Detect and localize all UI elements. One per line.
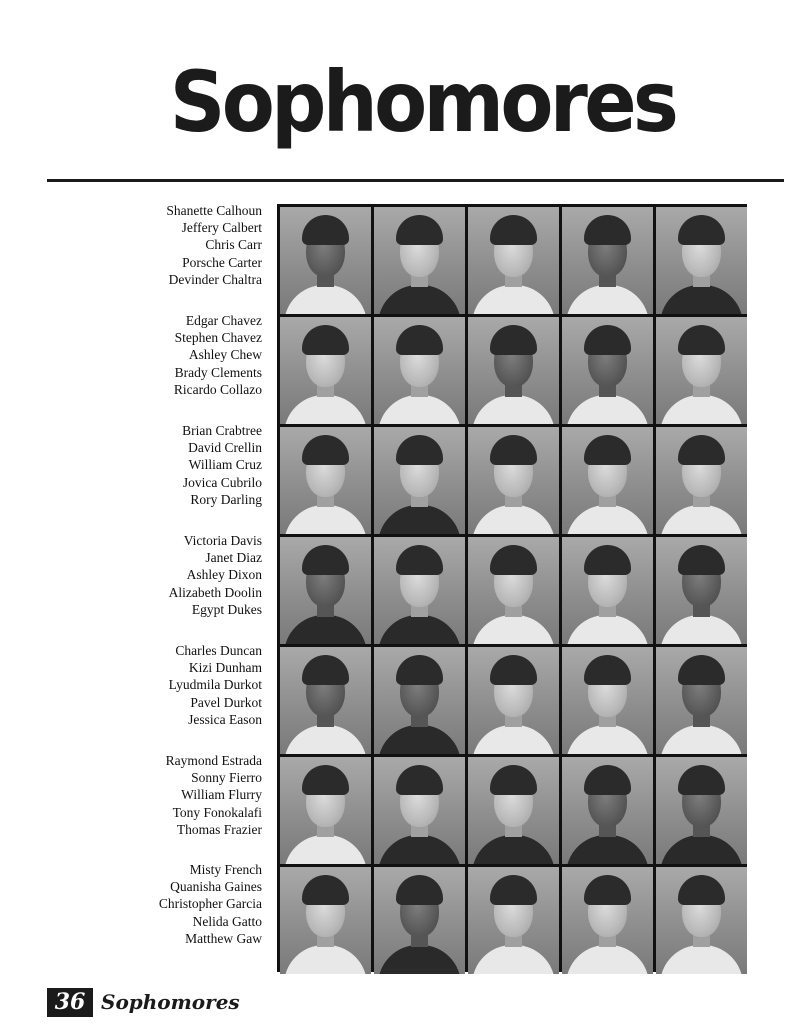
student-name: Jovica Cubrilo: [182, 474, 262, 490]
name-group: [100, 422, 262, 508]
student-portrait: [656, 867, 747, 974]
student-portrait: [562, 647, 653, 754]
portrait-hair: [678, 215, 725, 245]
portrait-shoulders: [566, 505, 649, 534]
portrait-shoulders: [566, 285, 649, 314]
student-portrait: [280, 207, 371, 314]
portrait-shoulders: [566, 725, 649, 754]
student-name: Matthew Gaw: [185, 930, 262, 946]
portrait-shoulders: [660, 945, 743, 974]
portrait-hair: [302, 875, 349, 905]
student-portrait: [374, 317, 465, 424]
student-portrait: [468, 207, 559, 314]
portrait-hair: [490, 875, 537, 905]
portrait-shoulders: [472, 505, 555, 534]
portrait-hair: [678, 325, 725, 355]
student-name: Shanette Calhoun: [166, 203, 262, 218]
student-portrait: [374, 647, 465, 754]
portrait-shoulders: [660, 615, 743, 644]
student-name: David Crellin: [188, 440, 262, 456]
name-group: [100, 861, 262, 947]
portrait-shoulders: [660, 725, 743, 754]
student-portrait: [562, 867, 653, 974]
student-portrait: [656, 537, 747, 644]
portrait-shoulders: [660, 835, 743, 864]
portrait-hair: [396, 655, 443, 685]
student-name: Jeffery Calbert: [181, 220, 262, 236]
student-portrait: [280, 757, 371, 864]
portrait-hair: [678, 435, 725, 465]
portrait-hair: [584, 545, 631, 575]
student-portrait: [374, 427, 465, 534]
portrait-shoulders: [378, 395, 461, 424]
portrait-hair: [490, 545, 537, 575]
portrait-hair: [678, 765, 725, 795]
portrait-hair: [302, 325, 349, 355]
portrait-grid: [277, 204, 747, 972]
portrait-hair: [490, 765, 537, 795]
portrait-shoulders: [566, 615, 649, 644]
portrait-hair: [396, 545, 443, 575]
portrait-hair: [396, 765, 443, 795]
student-portrait: [468, 867, 559, 974]
portrait-shoulders: [566, 395, 649, 424]
student-portrait: [468, 317, 559, 424]
portrait-hair: [584, 325, 631, 355]
footer-section-label: Sophomores: [101, 990, 240, 1014]
student-name: Egypt Dukes: [191, 601, 262, 617]
student-portrait: [280, 427, 371, 534]
student-name: William Cruz: [188, 457, 262, 473]
portrait-hair: [302, 765, 349, 795]
title-rule: [47, 179, 784, 182]
student-portrait: [562, 427, 653, 534]
portrait-hair: [396, 215, 443, 245]
student-name: Brady Clements: [174, 364, 262, 380]
student-name: Alizabeth Doolin: [168, 584, 262, 600]
portrait-shoulders: [284, 615, 367, 644]
student-portrait: [468, 537, 559, 644]
portrait-shoulders: [660, 395, 743, 424]
portrait-hair: [396, 875, 443, 905]
student-portrait: [656, 647, 747, 754]
portrait-hair: [490, 655, 537, 685]
student-portrait: [562, 207, 653, 314]
student-name: Charles Duncan: [175, 643, 262, 658]
portrait-hair: [490, 215, 537, 245]
student-name: Edgar Chavez: [185, 313, 262, 328]
portrait-hair: [678, 875, 725, 905]
portrait-shoulders: [472, 945, 555, 974]
portrait-shoulders: [284, 395, 367, 424]
student-name: Stephen Chavez: [174, 330, 262, 346]
portrait-hair: [678, 545, 725, 575]
portrait-shoulders: [472, 835, 555, 864]
name-group: [100, 532, 262, 618]
student-name: Brian Crabtree: [182, 423, 262, 438]
student-portrait: [280, 867, 371, 974]
portrait-shoulders: [378, 285, 461, 314]
portrait-shoulders: [378, 725, 461, 754]
portrait-shoulders: [378, 835, 461, 864]
student-portrait: [374, 867, 465, 974]
student-name: Thomas Frazier: [176, 821, 262, 837]
portrait-hair: [302, 545, 349, 575]
student-name: Devinder Chaltra: [168, 271, 262, 287]
portrait-shoulders: [472, 285, 555, 314]
student-portrait: [468, 427, 559, 534]
portrait-shoulders: [660, 285, 743, 314]
portrait-shoulders: [284, 945, 367, 974]
student-portrait: [374, 757, 465, 864]
portrait-hair: [396, 325, 443, 355]
portrait-shoulders: [472, 725, 555, 754]
portrait-shoulders: [284, 285, 367, 314]
student-name: Porsche Carter: [182, 254, 262, 270]
student-name: Quanisha Gaines: [170, 879, 262, 895]
portrait-hair: [584, 875, 631, 905]
portrait-shoulders: [378, 505, 461, 534]
student-portrait: [468, 647, 559, 754]
student-name: Victoria Davis: [183, 533, 262, 548]
student-name: Misty French: [189, 862, 262, 877]
student-name: Kizi Dunham: [188, 660, 262, 676]
portrait-hair: [302, 655, 349, 685]
portrait-hair: [302, 215, 349, 245]
student-name: Lyudmila Durkot: [168, 677, 262, 693]
portrait-shoulders: [284, 725, 367, 754]
portrait-hair: [678, 655, 725, 685]
student-portrait: [374, 207, 465, 314]
student-portrait: [562, 757, 653, 864]
student-name: Chris Carr: [205, 237, 262, 253]
student-portrait: [374, 537, 465, 644]
page-title: Sophomores: [169, 53, 676, 151]
portrait-hair: [490, 435, 537, 465]
name-group: [100, 642, 262, 728]
student-name: Ashley Dixon: [186, 567, 262, 583]
portrait-shoulders: [284, 835, 367, 864]
student-portrait: [656, 427, 747, 534]
student-name: Pavel Durkot: [190, 694, 262, 710]
student-portrait: [468, 757, 559, 864]
portrait-hair: [584, 655, 631, 685]
student-name: Rory Darling: [190, 491, 262, 507]
footer-page-number: 36: [47, 988, 93, 1017]
portrait-shoulders: [660, 505, 743, 534]
portrait-shoulders: [472, 395, 555, 424]
portrait-hair: [584, 765, 631, 795]
student-portrait: [280, 647, 371, 754]
portrait-shoulders: [378, 945, 461, 974]
portrait-hair: [396, 435, 443, 465]
student-name: Raymond Estrada: [165, 753, 262, 768]
portrait-shoulders: [284, 505, 367, 534]
student-portrait: [562, 317, 653, 424]
student-name: Ashley Chew: [188, 347, 262, 363]
student-portrait: [280, 537, 371, 644]
student-name: Jessica Eason: [188, 711, 262, 727]
portrait-hair: [584, 435, 631, 465]
portrait-shoulders: [378, 615, 461, 644]
name-group: [100, 202, 262, 288]
portrait-shoulders: [566, 945, 649, 974]
portrait-hair: [302, 435, 349, 465]
student-name: Janet Diaz: [205, 550, 262, 566]
student-portrait: [562, 537, 653, 644]
student-name: Nelida Gatto: [192, 913, 262, 929]
portrait-hair: [490, 325, 537, 355]
name-group: [100, 312, 262, 398]
portrait-hair: [584, 215, 631, 245]
portrait-shoulders: [472, 615, 555, 644]
name-group: [100, 752, 262, 838]
portrait-shoulders: [566, 835, 649, 864]
student-portrait: [656, 207, 747, 314]
student-portrait: [656, 757, 747, 864]
student-portrait: [280, 317, 371, 424]
student-name: Sonny Fierro: [191, 770, 262, 786]
student-portrait: [656, 317, 747, 424]
student-name: William Flurry: [181, 787, 262, 803]
student-name: Tony Fonokalafi: [172, 804, 262, 820]
student-name: Ricardo Collazo: [173, 381, 262, 397]
student-name: Christopher Garcia: [158, 896, 262, 912]
